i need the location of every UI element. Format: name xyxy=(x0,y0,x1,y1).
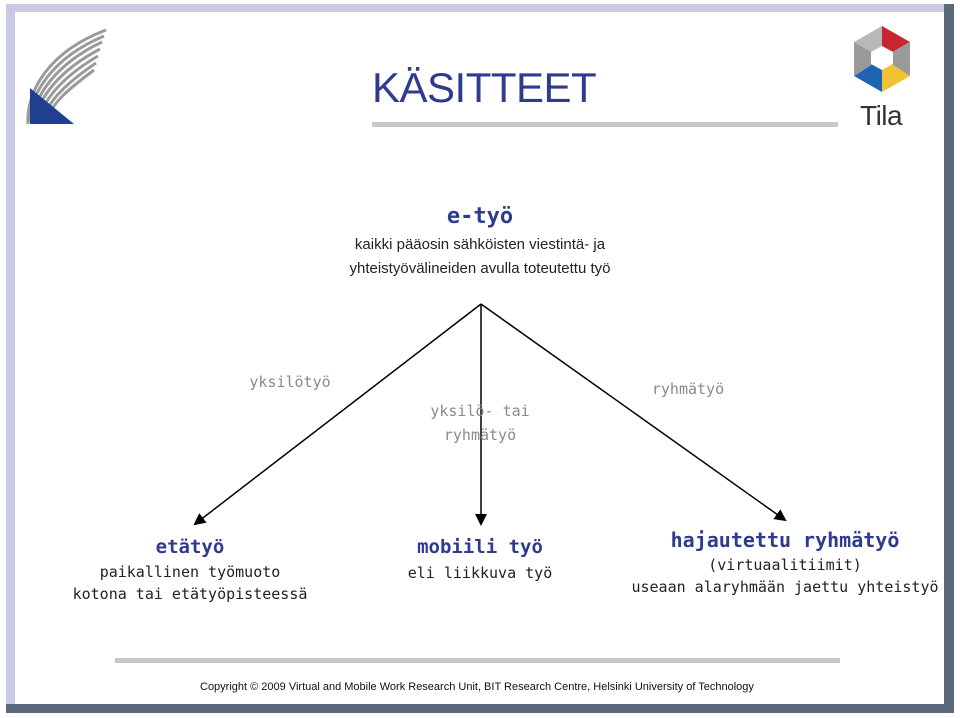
footer-divider xyxy=(115,658,840,663)
tila-logo-text: Tila xyxy=(860,100,903,131)
copyright-text: Copyright © 2009 Virtual and Mobile Work Research Unit, BIT Research Centre, Helsinki University of Technology xyxy=(200,681,754,693)
leaf-telework-title: etätyö xyxy=(155,536,225,558)
root-description-line1: kaikki pääosin sähköisten viestintä- ja xyxy=(354,236,606,253)
leaf-telework-line1: paikallinen työmuoto xyxy=(99,563,281,581)
leaf-telework-line2: kotona tai etätyöpisteessä xyxy=(72,585,308,603)
branch-label-mixed-line2: ryhmätyö xyxy=(443,426,517,444)
branch-label-mixed-line1: yksilö- tai xyxy=(430,402,530,420)
root-description-line2: yhteistyövälineiden avulla toteutettu työ xyxy=(349,260,611,277)
branch-label-individual: yksilötyö xyxy=(249,373,331,391)
leaf-mobile-title: mobiili työ xyxy=(417,536,543,558)
leaf-mobile-line1: eli liikkuva työ xyxy=(407,564,553,582)
leaf-distributed-line2: useaan alaryhmään jaettu yhteistyö xyxy=(631,578,939,596)
leaf-distributed-line1: (virtuaalitiimit) xyxy=(708,556,862,574)
root-heading: e-työ xyxy=(446,204,514,229)
leaf-distributed-title: hajautettu ryhmätyö xyxy=(670,528,900,552)
page-title: KÄSITTEET xyxy=(372,64,597,111)
branch-label-group: ryhmätyö xyxy=(651,380,725,398)
